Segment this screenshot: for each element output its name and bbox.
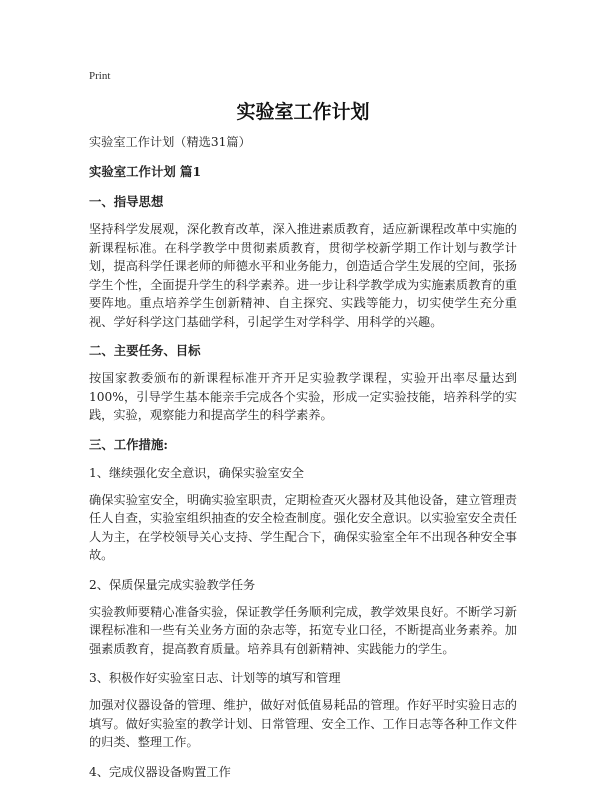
section-text-tasks-goals: 按国家教委颁布的新课程标准开齐开足实验教学课程，实验开出率尽量达到100%，引导学生基本能亲手完成各个实验，形成一定实验技能，培养科学的实践，实验，观察能力和提高学生的科学素养。 xyxy=(89,371,517,422)
measure-text-safety: 确保实验室安全，明确实验室职责，定期检查灭火器材及其他设备，建立管理责任人自查，实验室组织抽查的安全检查制度。强化安全意识。以实验室安全责任人为主，在学校领导关心支持、学生配合下，确保实验室全年不出现各种安全事故。 xyxy=(89,492,517,562)
page-title: 实验室工作计划 xyxy=(236,101,370,123)
section-text-guiding-ideology: 坚持科学发展观，深化教育改革，深入推进素质教育，适应新课程改革中实施的新课程标准。在科学教学中贯彻素质教育，贯彻学校新学期工作计划与教学计划，提高科学任课老师的师德水平和业务能力，创造适合学生发展的空间，张扬学生个性，全面提升学生的科学素养。进一步让科学教学成为实施素质教育的重要阵地。重点培养学生创新精神、自主探究、实践等能力，切实使学生充分重视、学好科学这门基础学科，引起学生对学科学、用科学的兴趣。 xyxy=(89,222,517,329)
measure-heading-logs: 3、积极作好实验室日志、计划等的填写和管理 xyxy=(89,671,341,685)
document-body xyxy=(89,132,517,790)
measure-heading-teaching: 2、保质保量完成实验教学任务 xyxy=(89,577,256,592)
section-heading-guiding-ideology: 一、指导思想 xyxy=(89,194,164,209)
print-link[interactable]: Print xyxy=(89,70,111,82)
measure-heading-equipment: 4、完成仪器设备购置工作 xyxy=(89,764,231,779)
measure-heading-safety: 1、继续强化安全意识，确保实验室安全 xyxy=(89,465,304,480)
measure-text-logs: 加强对仪器设备的管理、维护，做好对低值易耗品的管理。作好平时实验日志的填写。做好实验室的教学计划、日常管理、安全工作、工作日志等各种工作文件的归类、整理工作。 xyxy=(89,698,517,749)
document-subtitle: 实验室工作计划（精选31篇） xyxy=(89,135,251,149)
section-heading-tasks-goals: 二、主要任务、目标 xyxy=(89,343,201,358)
section-heading-measures: 三、工作措施: xyxy=(89,436,168,452)
article-heading: 实验室工作计划 篇1 xyxy=(89,164,202,179)
measure-text-teaching: 实验教师要精心准备实验，保证教学任务顺利完成，教学效果良好。不断学习新课程标准和一些有关业务方面的杂志等，拓宽专业口径，不断提高业务素养。加强素质教育，提高教育质量。培养具有创新精神、实践能力的学生。 xyxy=(89,604,517,656)
